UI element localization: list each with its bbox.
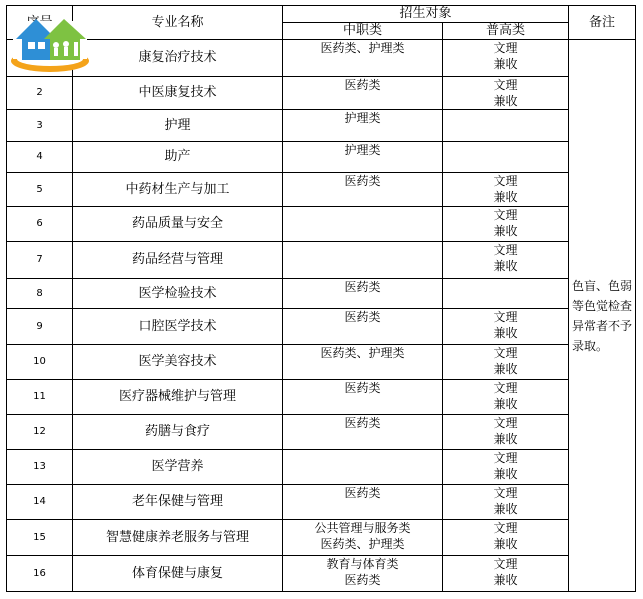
row-vocational: 医药类、护理类: [283, 40, 443, 77]
row-general: 文理 兼收: [443, 207, 569, 242]
header-vocational: 中职类: [283, 23, 443, 40]
row-vocational: 医药类: [283, 485, 443, 520]
row-major-name: 药膳与食疗: [73, 415, 283, 450]
row-major-name: 药品经营与管理: [73, 242, 283, 279]
row-major-name: 体育保健与康复: [73, 556, 283, 592]
header-row-1: [7, 6, 636, 23]
row-index: 8: [7, 279, 73, 309]
row-vocational: 医药类、护理类: [283, 345, 443, 380]
row-general: 文理 兼收: [443, 415, 569, 450]
row-vocational: 医药类: [283, 309, 443, 345]
table-row: [7, 450, 636, 485]
row-major-name: 中药材生产与加工: [73, 173, 283, 207]
row-vocational: [283, 242, 443, 279]
row-general: 文理 兼收: [443, 345, 569, 380]
row-index: 5: [7, 173, 73, 207]
row-general: 文理 兼收: [443, 173, 569, 207]
table-row: [7, 309, 636, 345]
row-general: [443, 279, 569, 309]
table-row: [7, 380, 636, 415]
row-general: 文理 兼收: [443, 485, 569, 520]
row-vocational: 医药类: [283, 173, 443, 207]
row-major-name: 医学美容技术: [73, 345, 283, 380]
row-vocational: 教育与体育类 医药类: [283, 556, 443, 592]
table-row: [7, 556, 636, 592]
row-major-name: 康复治疗技术: [73, 40, 283, 77]
table-row: [7, 173, 636, 207]
row-index: 12: [7, 415, 73, 450]
row-general: 文理 兼收: [443, 380, 569, 415]
row-major-name: 中医康复技术: [73, 77, 283, 110]
table-row: [7, 242, 636, 279]
row-index: 13: [7, 450, 73, 485]
row-major-name: 老年保健与管理: [73, 485, 283, 520]
row-index: 14: [7, 485, 73, 520]
header-target: 招生对象: [283, 6, 569, 23]
row-index: 9: [7, 309, 73, 345]
row-index: 16: [7, 556, 73, 592]
row-vocational: 医药类: [283, 279, 443, 309]
row-general: [443, 142, 569, 173]
house-family-logo-icon: [8, 9, 92, 77]
row-vocational: 医药类: [283, 380, 443, 415]
row-vocational: [283, 207, 443, 242]
admissions-table: [6, 5, 636, 592]
table-row: [7, 207, 636, 242]
header-major: 专业名称: [73, 6, 283, 40]
row-general: 文理 兼收: [443, 309, 569, 345]
row-index: 11: [7, 380, 73, 415]
row-major-name: 药品质量与安全: [73, 207, 283, 242]
table-row: [7, 485, 636, 520]
row-vocational: 医药类: [283, 77, 443, 110]
row-general: [443, 110, 569, 142]
row-general: 文理 兼收: [443, 242, 569, 279]
table-row: [7, 40, 636, 77]
row-major-name: 助产: [73, 142, 283, 173]
row-major-name: 口腔医学技术: [73, 309, 283, 345]
row-vocational: 护理类: [283, 142, 443, 173]
table-row: [7, 345, 636, 380]
row-major-name: 医疗器械维护与管理: [73, 380, 283, 415]
table-row: [7, 77, 636, 110]
table-row: [7, 520, 636, 556]
row-vocational: 公共管理与服务类 医药类、护理类: [283, 520, 443, 556]
row-general: 文理 兼收: [443, 77, 569, 110]
row-major-name: 医学检验技术: [73, 279, 283, 309]
table-row: [7, 110, 636, 142]
row-major-name: 医学营养: [73, 450, 283, 485]
table-row: [7, 142, 636, 173]
row-index: 7: [7, 242, 73, 279]
header-note: 备注: [569, 6, 636, 40]
table-body: [7, 40, 636, 592]
table-row: [7, 279, 636, 309]
row-vocational: 医药类: [283, 415, 443, 450]
row-general: 文理 兼收: [443, 450, 569, 485]
row-index: 6: [7, 207, 73, 242]
table-row: [7, 415, 636, 450]
row-vocational: 护理类: [283, 110, 443, 142]
row-vocational: [283, 450, 443, 485]
row-index: 10: [7, 345, 73, 380]
note-text: 色盲、色弱等色觉检查异常者不予录取。: [569, 40, 636, 592]
row-major-name: 护理: [73, 110, 283, 142]
row-index: 2: [7, 77, 73, 110]
row-general: 文理 兼收: [443, 520, 569, 556]
row-major-name: 智慧健康养老服务与管理: [73, 520, 283, 556]
row-index: 4: [7, 142, 73, 173]
row-index: 3: [7, 110, 73, 142]
row-general: 文理 兼收: [443, 40, 569, 77]
row-index: 15: [7, 520, 73, 556]
row-general: 文理 兼收: [443, 556, 569, 592]
header-general: 普高类: [443, 23, 569, 40]
